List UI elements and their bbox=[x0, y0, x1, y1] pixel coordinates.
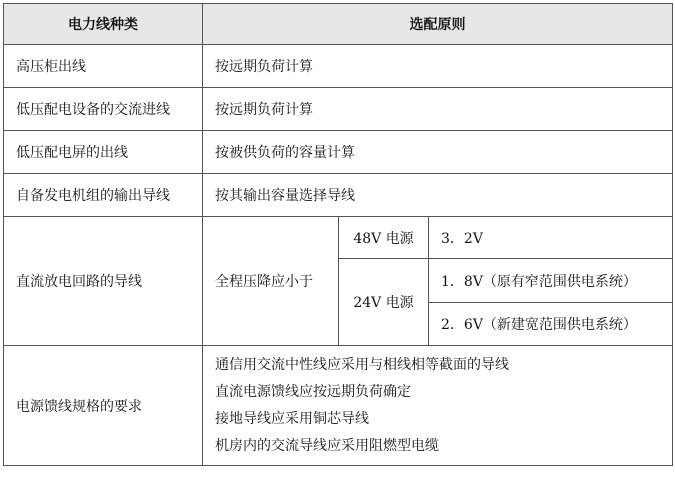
wire-type-cell: 高压柜出线 bbox=[4, 45, 203, 88]
table-row-feeder bbox=[4, 346, 673, 466]
rule-cell: 按远期负荷计算 bbox=[203, 88, 673, 131]
voltage-48v-drop: 3．2V bbox=[429, 217, 673, 259]
rule-cell: 全程压降应小于 bbox=[203, 217, 339, 346]
rule-cell: 按其输出容量选择导线 bbox=[203, 174, 673, 217]
rule-cell: 按被供负荷的容量计算 bbox=[203, 131, 673, 174]
feeder-rule-line: 通信用交流中性线应采用与相线相等截面的导线 bbox=[215, 356, 509, 373]
feeder-rule-line: 直流电源馈线应按远期负荷确定 bbox=[215, 383, 411, 400]
header-wire-type: 电力线种类 bbox=[4, 4, 203, 45]
feeder-rule-line: 接地导线应采用铜芯导线 bbox=[215, 410, 369, 427]
rule-cell: 按远期负荷计算 bbox=[203, 45, 673, 88]
voltage-24v-drop-narrow: 1．8V（原有窄范围供电系统） bbox=[429, 259, 673, 303]
voltage-24v-drop-wide: 2．6V（新建宽范围供电系统） bbox=[429, 303, 673, 346]
wire-type-cell: 电源馈线规格的要求 bbox=[4, 346, 203, 466]
voltage-24v-label: 24V 电源 bbox=[339, 259, 429, 346]
feeder-rules-cell bbox=[203, 346, 673, 466]
table-row bbox=[4, 45, 673, 88]
table-row bbox=[4, 88, 673, 131]
table-row-dc bbox=[4, 217, 673, 259]
wire-type-cell: 直流放电回路的导线 bbox=[4, 217, 203, 346]
table-header-row bbox=[4, 4, 673, 45]
table-row bbox=[4, 174, 673, 217]
table-row bbox=[4, 131, 673, 174]
wire-selection-table bbox=[3, 3, 673, 466]
feeder-rule-line: 机房内的交流导线应采用阻燃型电缆 bbox=[215, 437, 439, 454]
wire-type-cell: 自备发电机组的输出导线 bbox=[4, 174, 203, 217]
wire-type-cell: 低压配电屏的出线 bbox=[4, 131, 203, 174]
wire-type-cell: 低压配电设备的交流进线 bbox=[4, 88, 203, 131]
header-selection-rule: 选配原则 bbox=[203, 4, 673, 45]
voltage-48v-label: 48V 电源 bbox=[339, 217, 429, 259]
